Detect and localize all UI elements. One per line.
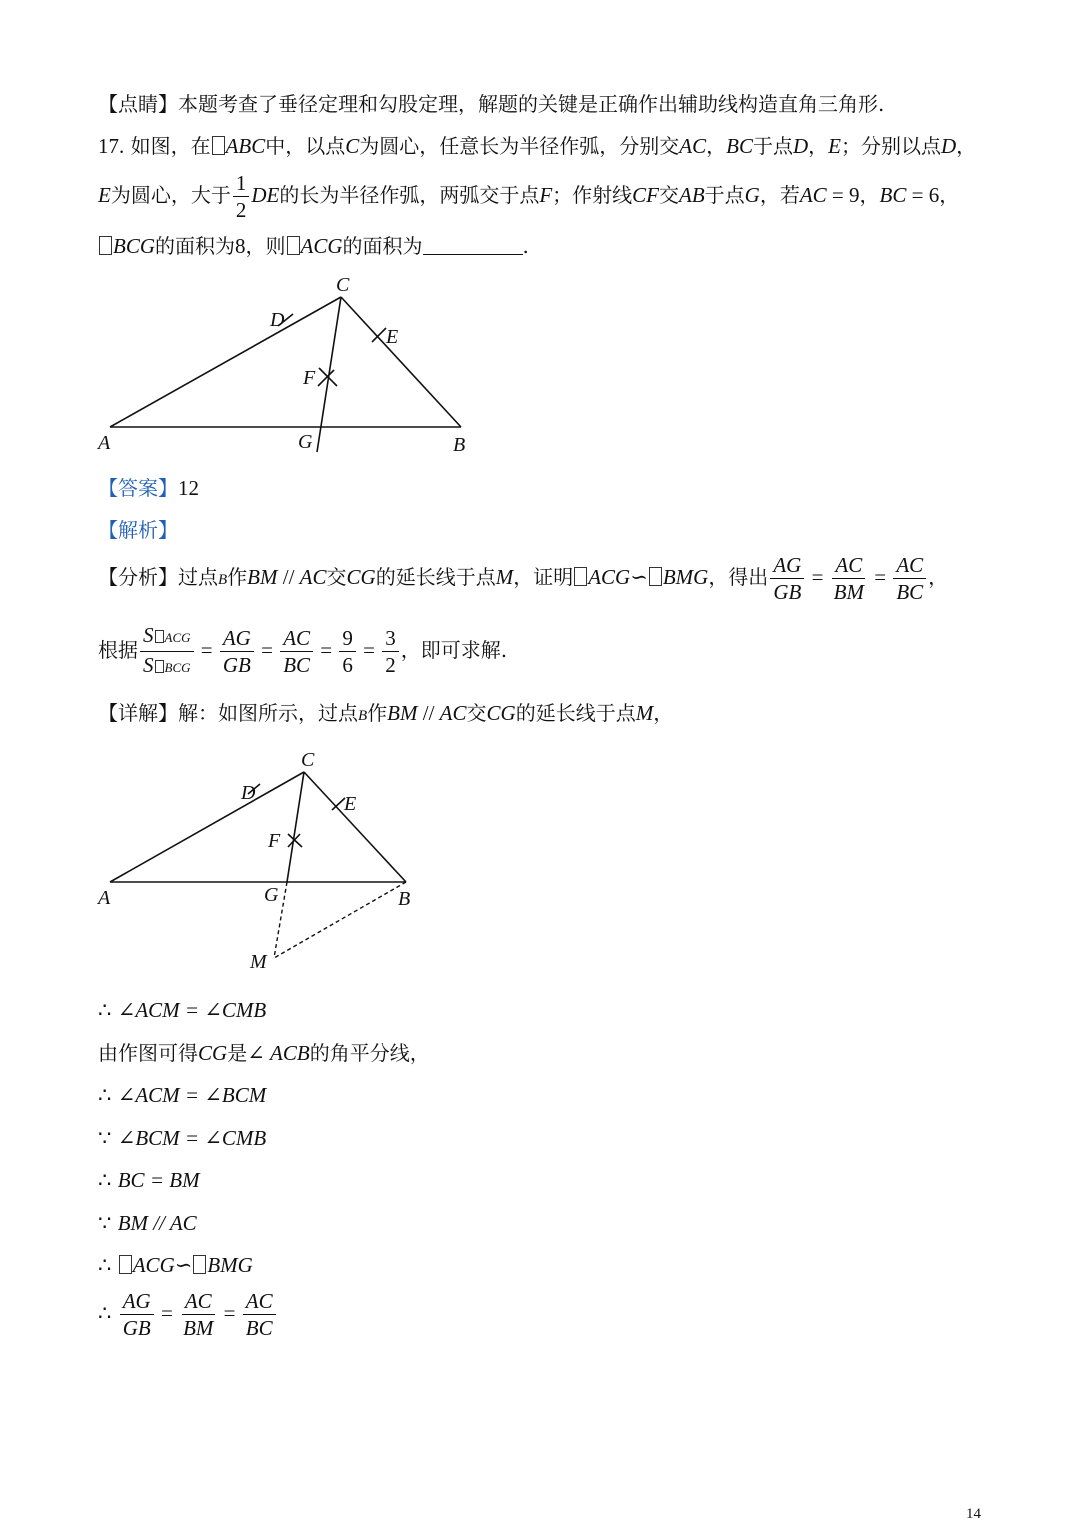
math: ACG	[588, 565, 631, 589]
step-6	[98, 1210, 197, 1236]
text: ；分别以点	[840, 134, 941, 158]
text: 的角平分线，	[309, 1041, 430, 1065]
math: B	[218, 572, 228, 588]
math: =	[218, 1301, 241, 1325]
text: 为圆心，任意长为半径作弧，分别交	[359, 134, 680, 158]
math: = 6	[906, 183, 940, 207]
triangle-symbol	[193, 1255, 206, 1274]
triangle-symbol	[119, 1255, 132, 1274]
fraction	[280, 625, 313, 678]
math: F	[539, 183, 553, 207]
math: M	[495, 565, 514, 589]
math: AC	[799, 183, 827, 207]
text: 于点	[704, 183, 745, 207]
math: M	[635, 701, 654, 725]
math: CG	[346, 565, 376, 589]
text: .	[522, 234, 529, 258]
area-ratio-fraction	[140, 622, 194, 681]
fraction-numerator: 3	[382, 625, 399, 652]
math: S	[143, 623, 154, 647]
fraction	[120, 1288, 154, 1341]
text: 作	[227, 565, 248, 589]
fraction-denominator: GB	[122, 1316, 151, 1340]
text: 为圆心，大于	[110, 183, 231, 207]
text: 的面积为	[342, 234, 423, 258]
step-4	[98, 1125, 266, 1151]
text: 作	[367, 701, 388, 725]
analysis-line-2	[98, 622, 507, 681]
step-1	[98, 997, 266, 1023]
analysis-line-1	[98, 552, 948, 605]
fraction-numerator: AC	[832, 552, 865, 579]
math: BMG	[662, 565, 709, 589]
segment-AC	[110, 772, 304, 882]
fraction-denominator: BC	[283, 653, 311, 677]
subscript: ACG	[164, 630, 191, 645]
fraction-numerator: AC	[893, 552, 926, 579]
text: 是	[227, 1041, 248, 1065]
text: ，证明	[513, 565, 574, 589]
text: ，	[808, 134, 829, 158]
fraction-denominator: 6	[342, 653, 353, 677]
therefore-symbol: ∴	[98, 1168, 112, 1192]
label-G: G	[298, 431, 313, 453]
step-3	[98, 1082, 266, 1108]
fraction-denominator: BM	[183, 1316, 214, 1340]
fraction-denominator: 2	[235, 198, 247, 222]
page-number: 14	[966, 1506, 981, 1522]
detail-line	[98, 700, 673, 729]
segment-CB	[304, 772, 406, 882]
fraction-denominator: BM	[833, 580, 864, 604]
label-D: D	[270, 309, 285, 331]
because-symbol: ∵	[98, 1126, 112, 1150]
step-7	[98, 1252, 253, 1278]
therefore-symbol: ∴	[98, 1083, 112, 1107]
triangle-figure-1	[0, 0, 1080, 470]
math: BC	[879, 183, 907, 207]
text: 【详解】	[98, 701, 178, 725]
fraction-denominator: GB	[222, 653, 251, 677]
fraction-denominator: BC	[245, 1316, 273, 1340]
arc-mark-E	[372, 328, 386, 342]
subscript: BCG	[164, 660, 191, 675]
segment-CB	[341, 297, 461, 427]
math: C	[345, 134, 360, 158]
fraction-numerator: 9	[339, 625, 356, 652]
comment-tag: 【点睛】	[98, 92, 178, 116]
math: ∠ACM = ∠BCM	[117, 1083, 267, 1107]
label-E: E	[386, 326, 399, 348]
therefore-symbol: ∴	[98, 998, 112, 1022]
math: CG	[486, 701, 516, 725]
text: ，	[939, 183, 960, 207]
fraction	[382, 625, 399, 678]
fraction	[243, 1288, 276, 1341]
math: G	[744, 183, 760, 207]
triangle-symbol	[155, 630, 164, 643]
label-C: C	[336, 274, 350, 296]
label-B: B	[398, 888, 411, 910]
therefore-symbol: ∴	[98, 1301, 112, 1325]
text: ，得出	[708, 565, 769, 589]
math: ABC	[225, 134, 266, 158]
math: CG	[198, 1041, 228, 1065]
text: 解：如图所示，过点	[178, 701, 358, 725]
answer-tag: 【答案】	[98, 476, 178, 500]
text: ，	[956, 134, 977, 158]
math: //	[417, 701, 440, 725]
label-E: E	[344, 793, 357, 815]
text: 中，以点	[265, 134, 346, 158]
arc-mark-F	[288, 834, 302, 847]
text: ，则	[245, 234, 286, 258]
text: 交	[326, 565, 347, 589]
problem-number: 17.	[98, 134, 125, 158]
step-2	[98, 1040, 430, 1066]
fraction-denominator: BC	[896, 580, 924, 604]
math: 8	[235, 234, 246, 258]
math: DE	[251, 183, 280, 207]
text: ，	[859, 183, 880, 207]
text: ，即可求解.	[400, 638, 508, 662]
text: 过点	[178, 565, 218, 589]
fraction-numerator: AC	[182, 1288, 215, 1315]
triangle-symbol	[649, 567, 662, 586]
text: 如图，在	[130, 134, 211, 158]
label-M: M	[250, 951, 267, 973]
math: CF	[632, 183, 659, 207]
math: B	[358, 708, 368, 724]
label-G: G	[264, 884, 279, 906]
math: =	[357, 638, 381, 662]
fraction-denominator: GB	[773, 580, 802, 604]
math: =	[195, 638, 218, 662]
fraction-numerator: AG	[220, 625, 254, 652]
step-8	[98, 1288, 278, 1341]
label-A: A	[98, 887, 111, 909]
math: BMG	[207, 1253, 253, 1277]
label-B: B	[453, 434, 466, 456]
fraction-denominator: 2	[385, 653, 396, 677]
math: =	[155, 1301, 179, 1325]
text: 的面积为	[155, 234, 235, 258]
math: E	[98, 183, 111, 207]
triangle-symbol	[155, 660, 164, 673]
math: ∠BCM = ∠CMB	[117, 1126, 267, 1150]
text: ，	[653, 701, 674, 725]
math: E	[828, 134, 841, 158]
segment-AC	[110, 297, 341, 427]
math: BCG	[113, 234, 155, 258]
ray-CG	[287, 772, 304, 882]
text: 由作图可得	[98, 1041, 198, 1065]
math: ACG	[300, 234, 343, 258]
math: ∠ ACB	[247, 1041, 310, 1065]
label-A: A	[98, 432, 111, 454]
text: 交	[466, 701, 487, 725]
analysis-tag: 【解析】	[98, 518, 178, 542]
text: 的延长线于点	[375, 565, 496, 589]
fraction-numerator: AG	[770, 552, 804, 579]
text: ；作射线	[552, 183, 633, 207]
math: BM // AC	[117, 1211, 197, 1235]
fraction	[180, 1288, 216, 1341]
math: ACG	[132, 1253, 175, 1277]
text: ，	[928, 565, 949, 589]
text: 根据	[98, 638, 138, 662]
label-D: D	[241, 782, 256, 804]
triangle-symbol	[574, 567, 587, 586]
label-C: C	[301, 749, 315, 771]
text: ，	[706, 134, 727, 158]
fraction	[220, 625, 254, 678]
text: 的长为半径作弧，两弧交于点	[279, 183, 540, 207]
text: ，若	[759, 183, 800, 207]
math: =	[868, 565, 892, 589]
math: D	[940, 134, 957, 158]
answer-value: 12	[178, 476, 199, 500]
fraction-numerator: AG	[120, 1288, 154, 1315]
fraction-numerator: AC	[243, 1288, 276, 1315]
triangle-figure-2	[0, 730, 1080, 980]
fraction	[831, 552, 867, 605]
math: ∠ACM = ∠CMB	[117, 998, 267, 1022]
answer-line	[98, 475, 199, 501]
label-F: F	[268, 830, 281, 852]
text: 交	[659, 183, 679, 207]
math: = 9	[826, 183, 860, 207]
math: BM	[247, 565, 278, 589]
step-5	[98, 1167, 200, 1193]
math: AC	[439, 701, 467, 725]
analysis-tag-line	[98, 517, 178, 543]
math: =	[806, 565, 829, 589]
fraction	[770, 552, 804, 605]
comment-text: 本题考查了垂径定理和勾股定理，解题的关键是正确作出辅助线构造直角三角形.	[178, 92, 885, 116]
math: S	[143, 653, 154, 677]
math: AC	[679, 134, 707, 158]
math: AB	[679, 183, 705, 207]
fraction-numerator: 1	[233, 170, 250, 197]
label-F: F	[303, 367, 316, 389]
math: BC = BM	[117, 1168, 200, 1192]
math: D	[792, 134, 809, 158]
fraction	[339, 625, 356, 678]
math: //	[277, 565, 300, 589]
text: 于点	[752, 134, 793, 158]
text: 的延长线于点	[515, 701, 636, 725]
text: 【分析】	[98, 565, 178, 589]
fraction	[893, 552, 926, 605]
math: =	[315, 638, 338, 662]
fraction-numerator: AC	[280, 625, 313, 652]
because-symbol: ∵	[98, 1211, 112, 1235]
therefore-symbol: ∴	[98, 1253, 112, 1277]
math: ∽	[174, 1253, 193, 1277]
math: ∽	[630, 565, 648, 589]
math: BC	[726, 134, 753, 158]
math: =	[255, 638, 279, 662]
math: AC	[299, 565, 327, 589]
math: BM	[387, 701, 418, 725]
segment-BM-dashed	[274, 882, 406, 958]
